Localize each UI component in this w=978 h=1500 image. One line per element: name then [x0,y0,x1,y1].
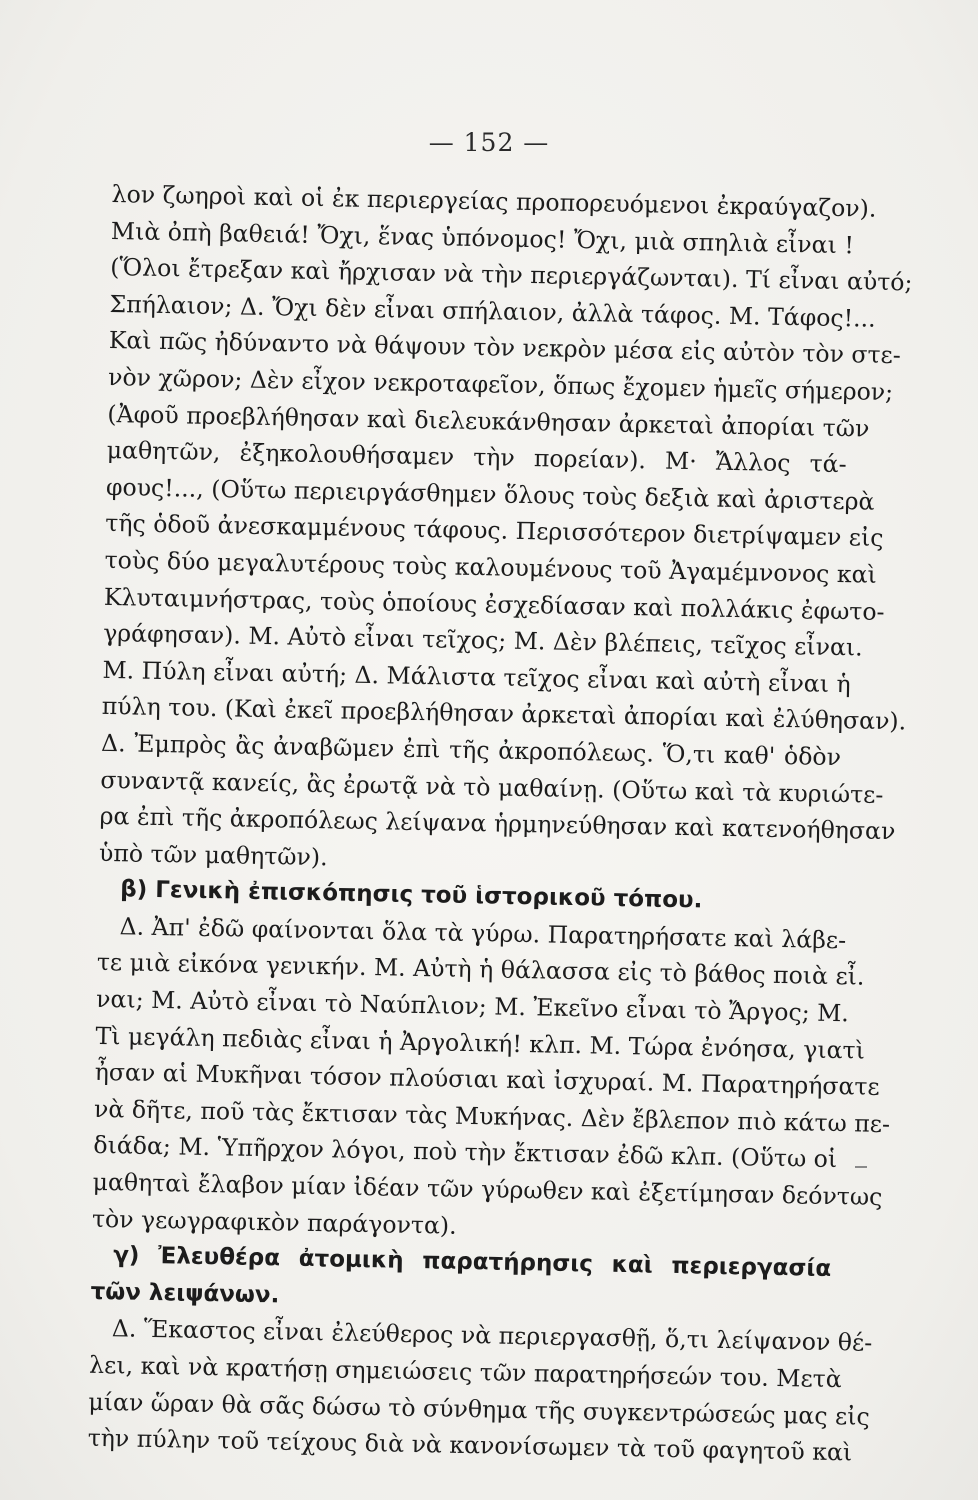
body-text [87,176,913,1471]
text-line: τε μιὰ εἰκόνα γενικήν. Μ. Αὐτὴ ἡ θάλασσα εἰς τὸ βάθος ποιὰ εἶ. [96,948,865,992]
text-line: συναντᾷ κανείς, ἂς ἐρωτᾷ νὰ τὸ μαθαίνῃ. (Οὕτω καὶ τὰ κυριώτε- [100,765,884,809]
text-line: (Ὅλοι ἔτρεξαν καὶ ἤρχισαν νὰ τὴν περιεργάζωνται). Τί εἶναι αὐτό; [109,253,913,297]
text-line: ἦσαν αἱ Μυκῆναι τόσον πλούσιαι καὶ ἰσχυραί. Μ. Παρατηρήσατε [94,1058,880,1102]
text-line: λον ζωηροὶ καὶ οἱ ἐκ περιεργείας προπορευόμενοι ἐκραύγαζον). [111,179,877,223]
text-line: τὸν γεωγραφικὸν παράγοντα). [91,1204,457,1240]
text-line: μαθηταὶ ἔλαβον μίαν ἰδέαν τῶν γύρωθεν καὶ ἐξετίμησαν δεόντως [92,1167,883,1212]
text-line: μαθητῶν, ἐξηκολουθήσαμεν τὴν πορείαν). Μ· Ἄλλος τά- [106,436,847,479]
text-line: γράφησαν). Μ. Αὐτὸ εἶναι τεῖχος; Μ. Δὲν βλέπεις, τεῖχος εἶναι. [102,619,863,662]
text-line: τῆς ὁδοῦ ἀνεσκαμμένους τάφους. Περισσότερον διετρίψαμεν εἰς [105,509,884,553]
text-line: Δ. Ἐμπρὸς ἂς ἀναβῶμεν ἐπὶ τῆς ἀκροπόλεως. Ὅ,τι καθ' ὁδὸν [100,728,842,772]
text-line: Καὶ πῶς ἠδύναντο νὰ θάψουν τὸν νεκρὸν μέσα εἰς αὐτὸν τὸν στε- [108,326,902,370]
text-line: Σπήλαιον; Δ. Ὄχι δὲν εἶναι σπήλαιον, ἀλλὰ τάφος. Μ. Τάφος!... [109,289,876,333]
text-line: Δ. Ἀπ' ἐδῶ φαίνονται ὅλα τὰ γύρω. Παρατηρήσατε καὶ λάβε- [119,912,847,955]
text-line: μίαν ὥραν θὰ σᾶς δώσω τὸ σύνθημα τῆς συγκεντρώσεώς μας εἰς [88,1387,871,1431]
text-line: τοὺς δύο μεγαλυτέρους τοὺς καλουμένους τοῦ Ἀγαμέμνονος καὶ [104,545,878,589]
text-line: (Ἀφοῦ προεβλήθησαν καὶ διελευκάνθησαν ἀρκεταὶ ἀπορίαι τῶν [107,399,870,443]
text-line: Μιὰ ὀπὴ βαθειά! Ὄχι, ἕνας ὑπόνομος! Ὄχι, μιὰ σπηλιὰ εἶναι ! [110,216,855,259]
text-line: πύλη του. (Καὶ ἐκεῖ προεβλήθησαν ἀρκεταὶ ἀπορίαι καὶ ἐλύθησαν). [101,692,907,736]
section-heading-b: β) Γενικὴ ἐπισκόπησις τοῦ ἱστορικοῦ τόπου. [120,876,703,914]
text-line: διάδα; Μ. Ὑπῆρχον λόγοι, ποὺ τὴν ἔκτισαν ἐδῶ κλπ. (Οὕτω οἱ [93,1131,838,1174]
text-line: ρα ἐπὶ τῆς ἀκροπόλεως λείψανα ἡρμηνεύθησαν καὶ κατενοήθησαν [99,801,896,846]
section-heading-c: γ) Ἐλευθέρα ἀτομικὴ παρατήρησις καὶ περιεργασία [113,1242,832,1283]
margin-mark [855,1166,867,1168]
text-line: Κλυταιμνήστρας, τοὺς ὁποίους ἐσχεδίασαν καὶ πολλάκις ἐφωτο- [103,582,885,626]
text-line: φους!..., (Οὕτω περιειργάσθημεν ὅλους τοὺς δεξιὰ καὶ ἀριστερὰ [105,472,875,516]
text-line: λει, καὶ νὰ κρατήσῃ σημειώσεις τῶν παρατηρήσεών του. Μετὰ [88,1350,842,1394]
text-line: Δ. Ἕκαστος εἶναι ἐλεύθερος νὰ περιεργασθῇ, ὅ,τι λείψανον θέ- [111,1314,873,1358]
text-line: Μ. Πύλη εἶναι αὐτή; Δ. Μάλιστα τεῖχος εἶναι καὶ αὐτὴ εἶναι ἡ [102,655,851,698]
text-line: τὴν πύλην τοῦ τείχους διὰ νὰ κανονίσωμεν τὰ τοῦ φαγητοῦ καὶ [87,1423,853,1467]
text-line: νὸν χῶρον; Δὲν εἶχον νεκροταφεῖον, ὅπως ἔχομεν ἡμεῖς σήμερον; [107,362,894,407]
text-line: Τὶ μεγάλη πεδιὰς εἶναι ἡ Ἀργολική! κλπ. Μ. Τώρα ἐνόησα, γιατὶ [95,1021,866,1065]
page-number: — 152 — [428,128,550,157]
text-line: νὰ δῆτε, ποῦ τὰς ἔκτισαν τὰς Μυκήνας. Δὲν ἔβλεπον πιὸ κάτω πε- [93,1094,891,1138]
text-line: ὑπὸ τῶν μαθητῶν). [98,838,328,871]
text-line: ναι; Μ. Αὐτὸ εἶναι τὸ Ναύπλιον; Μ. Ἐκεῖνο εἶναι τὸ Ἄργος; Μ. [95,984,850,1028]
section-heading-c-continued: τῶν λειψάνων. [90,1278,280,1309]
